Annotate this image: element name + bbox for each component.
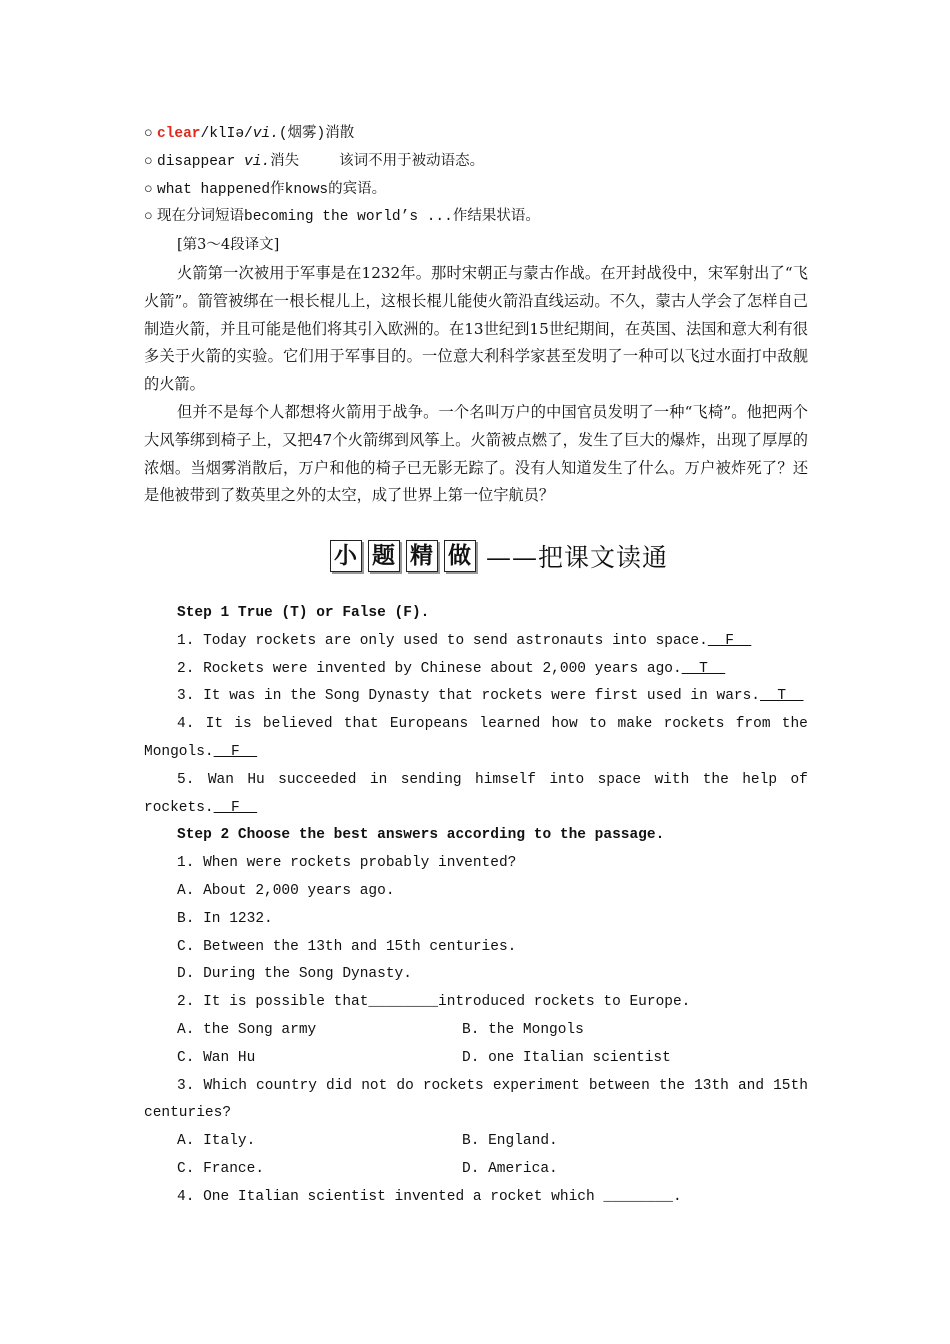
heading-box-char: 小 bbox=[330, 540, 362, 572]
option-row bbox=[144, 1045, 808, 1073]
step1-title: Step 1 True (T) or False (F). bbox=[177, 605, 430, 621]
circle-bullet-icon: ○ bbox=[144, 181, 153, 198]
section-heading bbox=[330, 536, 668, 576]
option-d: D. During the Song Dynasty. bbox=[177, 966, 412, 983]
note-disappear: ○ disappear vi.消失 该词不用于被动语态。 bbox=[144, 149, 808, 177]
option-a: A. Italy. bbox=[177, 1133, 256, 1150]
step2-title: Step 2 Choose the best answers according to the passage. bbox=[177, 827, 665, 844]
note-participle: ○ 现在分词短语becoming the world’s ...作结果状语。 bbox=[144, 204, 808, 232]
option-b: B. In 1232. bbox=[177, 910, 273, 927]
step1-question-1: 1. Today rockets are only used to send astronauts into space. F bbox=[144, 628, 808, 656]
answer-blank: F bbox=[707, 632, 752, 649]
option-a: A. About 2,000 years ago. bbox=[177, 882, 395, 899]
circle-bullet-icon: ○ bbox=[144, 126, 153, 142]
circle-bullet-icon: ○ bbox=[144, 153, 153, 170]
option-row bbox=[144, 1017, 808, 1045]
step2-question-2: 2. It is possible that________introduced rockets to Europe. bbox=[177, 994, 691, 1011]
answer-blank: F bbox=[213, 799, 258, 816]
answer-blank: T bbox=[760, 688, 804, 705]
translation-paragraph-2: 但并不是每个人都想将火箭用于战争。一个名叫万户的中国官员发明了一种“飞椅”。他把两个大风筝绑到椅子上，又把47个火箭绑到风筝上。火箭被点燃了，发生了巨大的爆炸，出现了厚厚的浓烟。当烟雾消散后，万户和他的椅子已无影无踪了。没有人知道发生了什么。万户被炸死了？还是他被带到了数英里之外的太空，成了世界上第一位宇航员？ bbox=[144, 402, 808, 505]
note-word: clear bbox=[157, 126, 201, 142]
step2-question-4: 4. One Italian scientist invented a rocket which ________. bbox=[177, 1188, 682, 1205]
step1-question-4: 4. It is believed that Europeans learned how to make rockets from the bbox=[177, 716, 808, 733]
translation-paragraph-1: 火箭第一次被用于军事是在1232年。那时宋朝正与蒙古作战。在开封战役中，宋军射出了“飞火箭”。箭管被绑在一根长棍儿上，这根长棍儿能使火箭沿直线运动。不久，蒙古人学会了怎样自己制造火箭，并且可能是他们将其引入欧洲的。在13世纪到15世纪期间，在英国、法国和意大利有很多关于火箭的实验。它们用于军事目的。一位意大利科学家甚至发明了一种可以飞过水面打中敌舰的火箭。 bbox=[144, 263, 808, 394]
heading-box-char: 题 bbox=[368, 540, 400, 572]
note-what-happened: ○ what happened作knows的宾语。 bbox=[144, 177, 808, 205]
answer-blank: T bbox=[681, 660, 726, 677]
translation-tag: [第3～4段译文] bbox=[177, 237, 280, 254]
exercise-column bbox=[144, 600, 808, 1212]
option-row bbox=[144, 1128, 808, 1156]
option-b: B. England. bbox=[462, 1133, 558, 1150]
step2-question-3: 3. Which country did not do rockets experiment between the 13th and 15th bbox=[177, 1077, 808, 1094]
step2-question-3-cont: centuries? bbox=[144, 1105, 232, 1122]
circle-bullet-icon: ○ bbox=[144, 209, 153, 226]
answer-blank: F bbox=[213, 743, 258, 760]
heading-box-char: 做 bbox=[444, 540, 476, 572]
content-column bbox=[144, 121, 808, 510]
step1-question-4-cont: Mongols. F bbox=[144, 739, 808, 767]
heading-box-char: 精 bbox=[406, 540, 438, 572]
option-b: B. the Mongols bbox=[462, 1021, 584, 1038]
option-a: A. the Song army bbox=[177, 1021, 317, 1038]
step1-question-5: 5. Wan Hu succeeded in sending himself into space with the help of bbox=[177, 771, 808, 788]
option-c: C. Wan Hu bbox=[177, 1049, 256, 1066]
step2-question-1: 1. When were rockets probably invented? bbox=[177, 855, 517, 872]
step1-question-5-cont: rockets. F bbox=[144, 795, 808, 823]
option-c: C. France. bbox=[177, 1160, 265, 1177]
step1-question-3: 3. It was in the Song Dynasty that rockets were first used in wars. T bbox=[144, 683, 808, 711]
option-d: D. one Italian scientist bbox=[462, 1049, 671, 1066]
option-d: D. America. bbox=[462, 1160, 558, 1177]
option-row bbox=[144, 1156, 808, 1184]
note-clear: ○ clear/klIə/vi.(烟雾)消散 bbox=[144, 121, 808, 149]
option-c: C. Between the 13th and 15th centuries. bbox=[177, 938, 517, 955]
step1-question-2: 2. Rockets were invented by Chinese about 2,000 years ago. T bbox=[144, 656, 808, 684]
heading-subtitle: ——把课文读通 bbox=[486, 543, 669, 572]
